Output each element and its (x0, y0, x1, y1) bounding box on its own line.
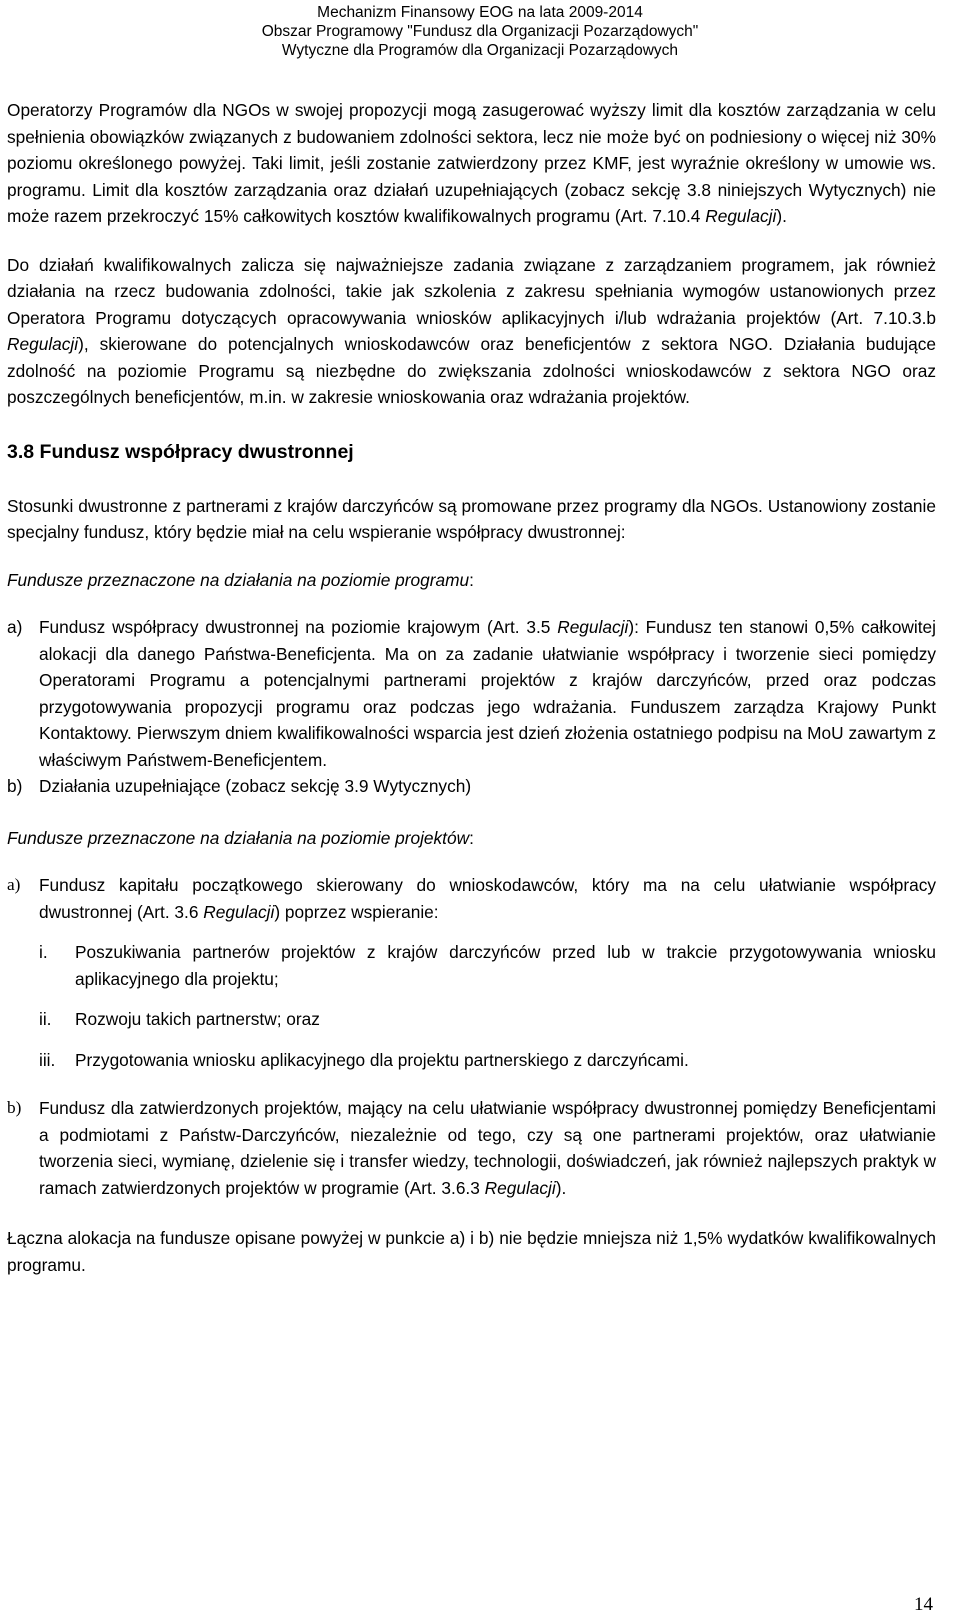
list-item: iii. Przygotowania wniosku aplikacyjnego dla projektu partnerskiego z darczyńcami. (7, 1047, 936, 1074)
list-marker: b) (7, 1098, 22, 1117)
list-marker: ii. (39, 1009, 52, 1029)
subheading-project-level: Fundusze przeznaczone na działania na poziomie projektów: (7, 827, 474, 848)
page-number: 14 (914, 1594, 933, 1615)
list-marker: a) (7, 875, 21, 894)
list-item: a) Fundusz współpracy dwustronnej na poziomie krajowym (Art. 3.5 Regulacji): Fundusz ten stanowi 0,5% całkowitej alokacji dla danego Państwa-Beneficjenta. Ma on za zadanie ułatwianie współpracy i tworzenie sieci pomiędzy Operatorami Programu a potencjalnymi partnerami projektów z krajów darczyńców, przed oraz podczas przygotowywania propozycji programu oraz podczas jego wdrażania. Funduszem zarządza Krajowy Punkt Kontaktowy. Pierwszym dniem kwalifikowalności wsparcia jest dzień złożenia ostatniego podpisu na MoU zawartym z właściwym Państwem-Beneficjentem. (7, 614, 936, 773)
list-item: a) Fundusz kapitału początkowego skierowany do wnioskodawców, który ma na celu ułatwianie współpracy dwustronnej (Art. 3.6 Regulacji) poprzez wspieranie: (7, 872, 936, 925)
paragraph-bilateral-intro: Stosunki dwustronne z partnerami z krajów darczyńców są promowane przez programy dla NGOs. Ustanowiony zostanie specjalny fundusz, który będzie miał na celu wspieranie współpracy dwustronnej: (7, 495, 936, 542)
header-line-3: Wytyczne dla Programów dla Organizacji Pozarządowych (281, 42, 679, 59)
document-header (0, 3, 960, 60)
header-line-2: Obszar Programowy "Fundusz dla Organizacji Pozarządowych" (261, 23, 699, 40)
list-marker: iii. (39, 1049, 56, 1070)
list-item: ii. Rozwoju takich partnerstw; oraz (7, 1006, 936, 1033)
project-level-list (7, 872, 936, 925)
document-body (7, 97, 936, 1278)
section-heading (7, 438, 936, 466)
header-line-1: Mechanizm Finansowy EOG na lata 2009-2014 (317, 4, 643, 21)
program-level-list (7, 614, 936, 800)
list-marker: b) (7, 776, 23, 796)
subheading-program-level: Fundusze przeznaczone na działania na poziomie programu: (7, 569, 474, 590)
paragraph-eligible-activities: Do działań kwalifikowalnych zalicza się najważniejsze zadania związane z zarządzaniem programem, jak również działania na rzecz budowania zdolności, takie jak szkolenia z zakresu spełniania wymogów ustanowionych przez Operatora Programu dotyczących opracowywania wniosków aplikacyjnych i/lub wdrażania projektów (Art. 7.10.3.b Regulacji), skierowane do potencjalnych wnioskodawców oraz beneficjentów z sektora NGO. Działania budujące zdolność na poziomie Programu są niezbędne do zwiększania zdolności wnioskodawców z sektora NGO oraz poszczególnych beneficjentów, m.in. w zakresie wnioskowania oraz wdrażania projektów. (7, 254, 936, 407)
list-item: b) Fundusz dla zatwierdzonych projektów, mający na celu ułatwianie współpracy dwustronnej pomiędzy Beneficjentami a podmiotami z Państw-Darczyńców, niezależnie od tego, czy są one partnerami projektów, oraz ułatwianie tworzenia sieci, wymianę, dzielenie się i transfer wiedzy, technologii, doświadczeń, jak również najlepszych praktyk w ramach zatwierdzonych projektów w programie (Art. 3.6.3 Regulacji). (7, 1095, 936, 1201)
list-item: b) Działania uzupełniające (zobacz sekcję 3.9 Wytycznych) (7, 773, 936, 800)
section-title: Fundusz współpracy dwustronnej (39, 440, 354, 463)
list-marker: a) (7, 617, 23, 637)
project-level-list-continued (7, 1095, 936, 1201)
list-item: i. Poszukiwania partnerów projektów z krajów darczyńców przed lub w trakcie przygotowywania wniosku aplikacyjnego dla projektu; (7, 939, 936, 992)
section-number: 3.8 (7, 440, 35, 463)
paragraph-total-allocation: Łączna alokacja na fundusze opisane powyżej w punkcie a) i b) nie będzie mniejsza niż 1,5% wydatków kwalifikowalnych programu. (7, 1228, 936, 1275)
paragraph-management-costs: Operatorzy Programów dla NGOs w swojej propozycji mogą zasugerować wyższy limit dla kosztów zarządzania w celu spełnienia obowiązków związanych z budowaniem zdolności sektora, lecz nie może być on podniesiony o więcej niż 30% poziomu określonego powyżej. Taki limit, jeśli zostanie zatwierdzony przez KMF, jest wyraźnie określony w umowie ws. programu. Limit dla kosztów zarządzania oraz działań uzupełniających (zobacz sekcję 3.8 niniejszych Wytycznych) nie może razem przekroczyć 15% całkowitych kosztów kwalifikowalnych programu (Art. 7.10.4 Regulacji). (7, 100, 936, 226)
list-marker: i. (39, 942, 48, 962)
roman-list (7, 939, 936, 1073)
